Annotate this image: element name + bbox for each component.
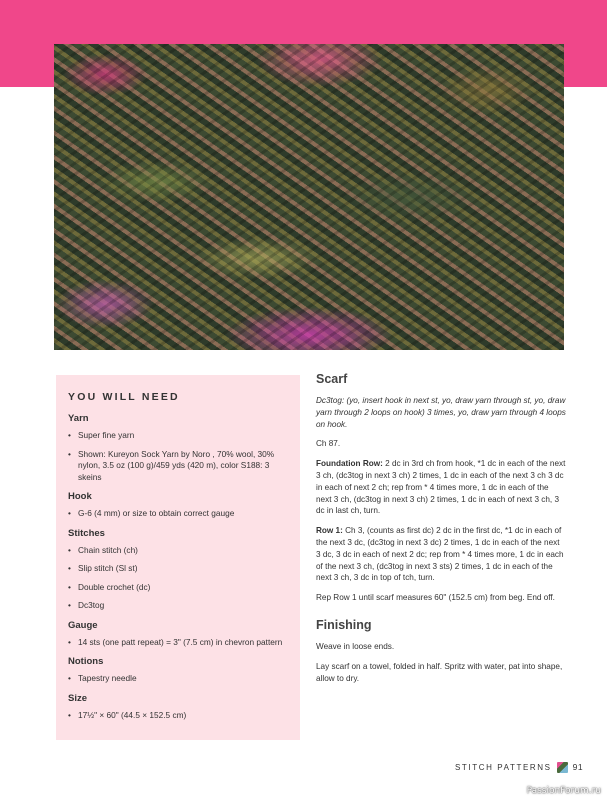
list-item: • Tapestry needle xyxy=(68,673,288,685)
repeat-instruction: Rep Row 1 until scarf measures 60" (152.5 cm) from beg. End off. xyxy=(316,593,555,603)
materials-sidebar xyxy=(56,375,300,740)
foundation-row xyxy=(316,458,566,517)
page-footer xyxy=(455,760,583,774)
section-heading-stitches: Stitches xyxy=(68,527,105,539)
footer-section-title: STITCH PATTERNS xyxy=(455,762,552,772)
section-heading-hook: Hook xyxy=(68,491,92,502)
page-number: 91 xyxy=(572,762,584,772)
list-item: • Shown: Kureyon Sock Yarn by Noro , 70% wool, 30% nylon, 3.5 oz (100 g)/459 yds (420 m), color S188: 3 skeins xyxy=(68,449,288,484)
finishing-step-2: Lay scarf on a towel, folded in half. Spritz with water, pat into shape, allow to dry. xyxy=(316,661,563,683)
site-watermark: PassionForum.ru xyxy=(526,786,601,796)
dc3tog-definition: Dc3tog: (yo, insert hook in next st, yo, draw yarn through st, yo, draw yarn through 2 loops on hook) 3 times, yo, draw yarn through 4 loops on hook. xyxy=(316,396,566,429)
section-heading-size: Size xyxy=(68,692,88,704)
crochet-swatch-photo xyxy=(54,44,564,350)
finishing-heading: Finishing xyxy=(316,617,372,632)
list-item: • Super fine yarn xyxy=(68,430,288,442)
row-1-text: Ch 3, (counts as first dc) 2 dc in the first dc, *1 dc in each of the next 3 dc, (dc3tog in next 3 dc) 2 times, 1 dc in each of the next 3 dc, 3 dc in each of next 2 dc; rep from * 4 times more, 1 dc in each of the next 3 ch, (dc3tog in next 3 sts) 2 times, 1 dc in each of the next 3 ch, 3 dc in top of tch, turn. xyxy=(316,526,564,583)
section-heading-yarn: Yarn xyxy=(68,413,89,424)
list-item: • Slip stitch (Sl st) xyxy=(68,563,288,575)
sidebar-title: YOU WILL NEED xyxy=(68,391,180,403)
section-heading-gauge: Gauge xyxy=(68,619,98,631)
foundation-row-text: 2 dc in 3rd ch from hook, *1 dc in each of the next 3 ch, (dc3tog in next 3 ch) 2 times, 1 dc in each of the next 3 ch 3 dc in each of next 2 ch; rep from * 4 times more, 1 dc in each of the next 3 ch, (dc3tog in next 3 ch) 2 times, 1 dc in each of next 3 ch, 3 dc in last ch, turn. xyxy=(316,459,566,516)
finishing-step-1: Weave in loose ends. xyxy=(316,641,395,651)
list-item: • 14 sts (one patt repeat) = 3" (7.5 cm) in chevron pattern xyxy=(68,637,288,649)
pattern-instructions xyxy=(316,372,566,692)
row-1-label: Row 1: xyxy=(316,526,343,536)
list-item: • Dc3tog xyxy=(68,600,288,612)
list-item: • G-6 (4 mm) or size to obtain correct gauge xyxy=(68,508,288,520)
list-item: • Chain stitch (ch) xyxy=(68,545,288,557)
chain-instruction: Ch 87. xyxy=(316,439,341,449)
section-heading-notions: Notions xyxy=(68,656,104,667)
row-1 xyxy=(316,525,566,584)
foundation-row-label: Foundation Row: xyxy=(316,459,383,469)
list-item: • 17½" × 60" (44.5 × 152.5 cm) xyxy=(68,710,288,722)
scarf-heading: Scarf xyxy=(316,372,348,386)
list-item: • Double crochet (dc) xyxy=(68,582,288,594)
swatch-icon xyxy=(557,762,568,773)
